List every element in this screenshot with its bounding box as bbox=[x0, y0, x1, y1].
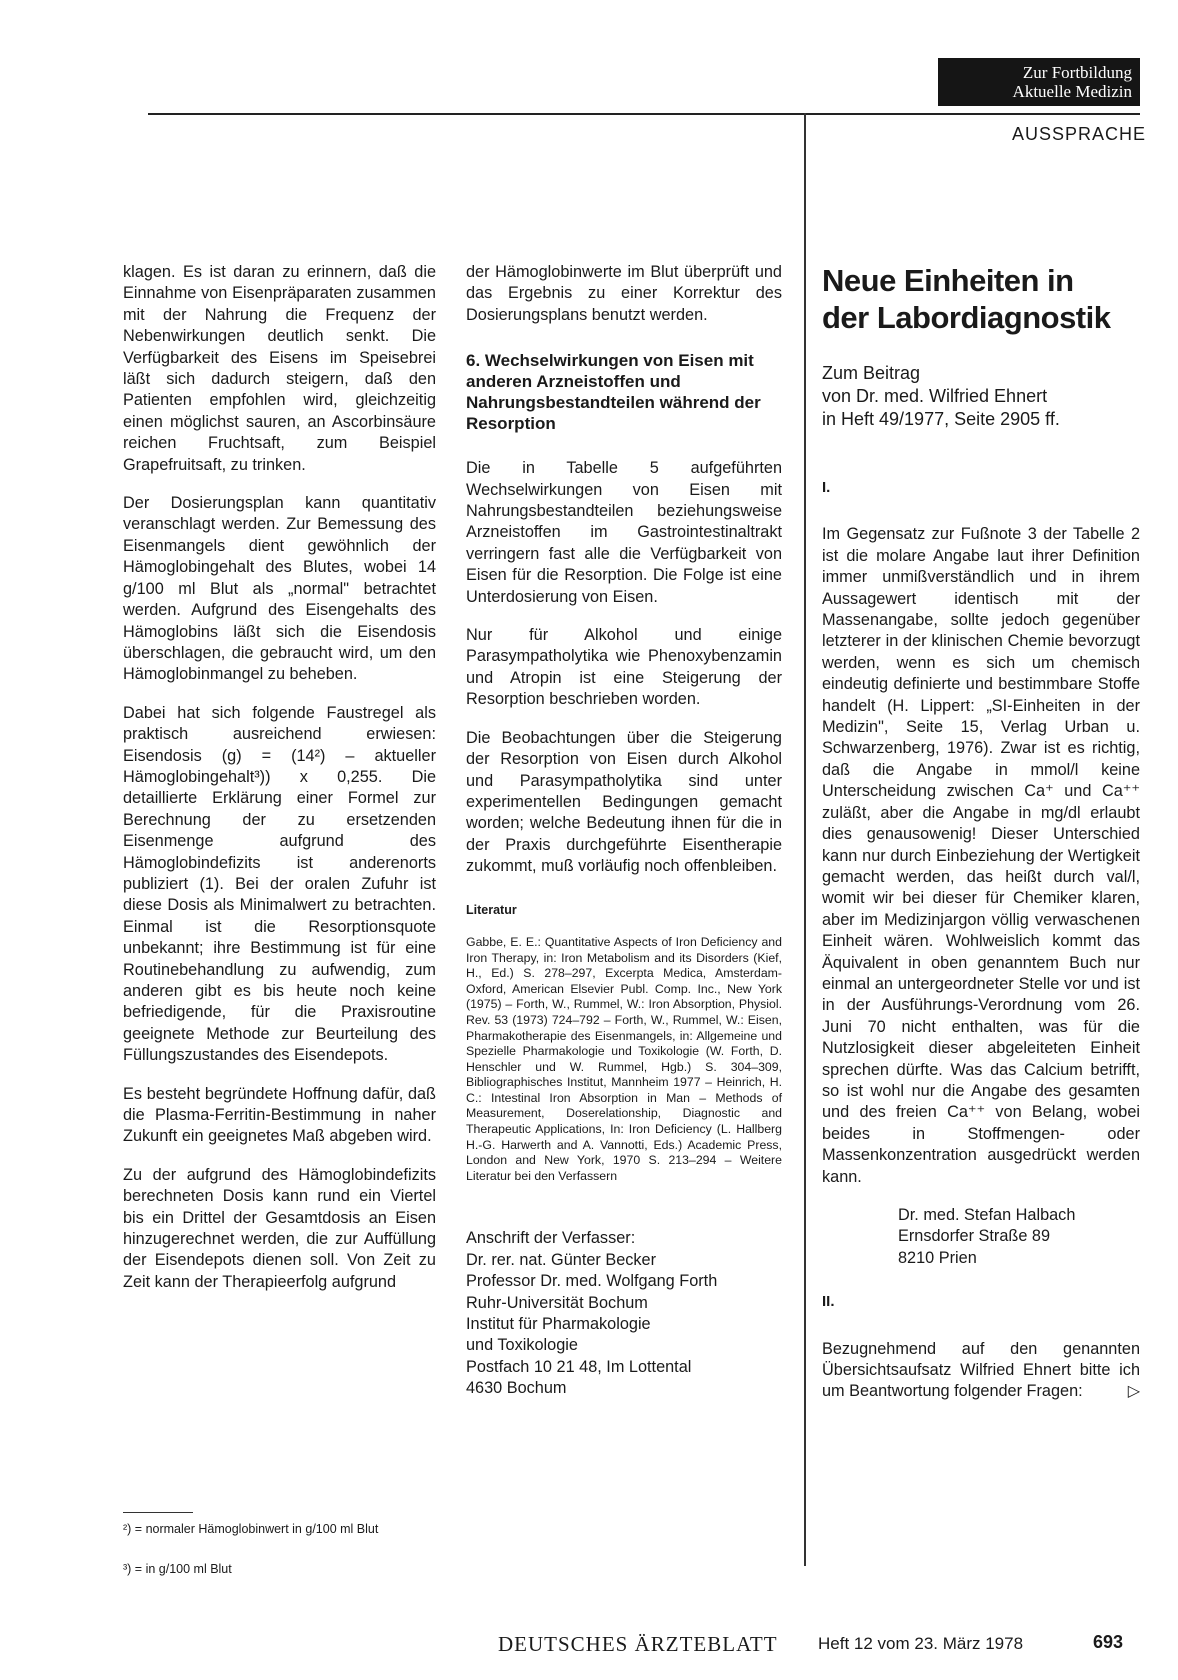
badge-line-1: Zur Fortbildung bbox=[1022, 63, 1132, 82]
paragraph: Dabei hat sich folgende Faustregel als praktisch ausreichend erwiesen: Eisendosis (g) = (14²) – aktueller Hämoglobingehalt³)) x 0,255. Die detaillierte Erklärung einer Formel zur Berechnung der zu ersetzenden Eisenmenge aufgrund des Hämoglobindefizits ist anderenorts publiziert (1). Bei der oralen Zufuhr ist diese Dosis als Minimalwert zu betrachten. Einmal ist die Resorptionsquote unbekannt; ihre Bestimmung ist für eine Routinebehandlung zu aufwendig, zum anderen gibt es bis heute noch keine befriedigende, für die Praxisroutine geeignete Methode zur Beurteilung des Füllungszustandes des Eisendepots. bbox=[123, 703, 436, 1065]
paragraph-text: Bezugnehmend auf den genannten Übersichtsaufsatz Wilfried Ehnert bitte ich um Beantwortung folgender Fragen: bbox=[822, 1339, 1140, 1401]
address-line: Institut für Pharmakologie bbox=[466, 1315, 651, 1334]
column-1 bbox=[123, 262, 436, 1310]
signature-line: 8210 Prien bbox=[898, 1248, 977, 1267]
footnote-rule bbox=[123, 1512, 193, 1513]
paragraph: Im Gegensatz zur Fußnote 3 der Tabelle 2 ist die molare Angabe laut ihrer Definition immer unmißverständlich und in ihrem Aussagewert identisch mit der Massenangabe, sollte jedoch gegenüber letzterer in der klinischen Chemie bevorzugt werden, wenn es sich um chemisch eindeutig definierte und bestimmbare Stoffe handelt (H. Lippert: „SI-Einheiten in der Medizin", Seite 15, Verlag Urban u. Schwarzenberg, 1976). Zwar ist es richtig, daß die Angabe in mmol/l keine Unterscheidung zwischen Ca⁺ und Ca⁺⁺ zuläßt, aber die Angabe in mg/dl erlaubt dies genausowenig! Dieser Unterschied kann nur durch Einbeziehung der Wertigkeit gemacht werden, das heißt durch val/l, womit wir bei dieser für Chemiker klaren, aber im Medizinjargon völlig verwaschenen Einheit wären. Wohlweislich kommt das Äquivalent in oben genanntem Buch nur einmal an untergeordneter Stelle vor und ist in der Ausführungs-Verordnung vom 26. Juni 70 nicht enthalten, was für die Nutzlosigkeit dieser abgeleiteten Einheit sprechen dürfte. Was das Calcium betrifft, so ist wohl nur die Angabe des gesamten und des freien Ca⁺⁺ von Belang, wobei beides in Stoffmengen- oder Massenkonzentration ausgedrückt werden kann. bbox=[822, 525, 1140, 1186]
column-3 bbox=[822, 262, 1140, 1403]
paragraph: der Hämoglobinwerte im Blut überprüft und das Ergebnis zu einer Korrektur des Dosierungsplans benutzt werden. bbox=[466, 263, 782, 324]
page-number: 693 bbox=[1093, 1632, 1124, 1652]
literature-list: Gabbe, E. E.: Quantitative Aspects of Iron Deficiency and Iron Therapy, in: Iron Metabolism and its Disorders (Kief, H., Ed.) S. 278–297, Excerpta Medica, Amsterdam-Oxford, American Elsevier Publ. Comp. Inc., New York (1975) – Forth, W., Rummel, W.: Iron Absorption, Physiol. Rev. 53 (1973) 724–792 – Forth, W., Rummel, W.: Eisen, Pharmakotherapie des Eisenmangels, in: Allgemeine und Spezielle Pharmakologie und Toxikologie (W. Forth, D. Henschler und W. Rummel, Hgb.) S. 304–309, Bibliographisches Institut, Mannheim 1977 – Heinrich, H. C.: Intestinal Iron Absorption in Man – Methods of Measurement, Doserelationship, Diagnostic and Therapeutic Applications, In: Iron Deficiency (L. Hallberg H.-G. Harwerth and A. Vannotti, Eds.) Academic Press, London and New York, 1970 S. 213–294 – Weitere Literatur bei den Verfassern bbox=[466, 934, 782, 1183]
continue-arrow-icon: ▷ bbox=[1127, 1383, 1140, 1401]
issue-info: Heft 12 vom 23. März 1978 bbox=[818, 1634, 1024, 1653]
article-title bbox=[822, 262, 1140, 336]
article-reference bbox=[822, 362, 1140, 431]
address-line: Professor Dr. med. Wolfgang Forth bbox=[466, 1272, 718, 1291]
paragraph: Die Beobachtungen über die Steigerung der Resorption von Eisen durch Alkohol und Parasympatholytika sind unter experimentellen Bedingungen gemacht worden; welche Bedeutung ihnen für die in der Praxis durchgeführte Eisentherapie zukommt, muß vorläufig noch offenbleiben. bbox=[466, 728, 782, 876]
address-line: Ruhr-Universität Bochum bbox=[466, 1293, 648, 1312]
section-number-2: II. bbox=[822, 1293, 835, 1311]
address-line: Anschrift der Verfasser: bbox=[466, 1229, 636, 1248]
paragraph: Nur für Alkohol und einige Parasympatholytika wie Phenoxybenzamin und Atropin ist eine Steigerung der Resorption beschrieben worden. bbox=[466, 626, 782, 709]
paragraph bbox=[822, 1339, 1140, 1403]
footnote-2: ²) = normaler Hämoglobinwert in g/100 ml Blut bbox=[123, 1522, 379, 1536]
paragraph: Zu der aufgrund des Hämoglobindefizits berechneten Dosis kann rund ein Viertel bis ein Drittel der Gesamtdosis an Eisen hinzugerechnet werden, die zur Auffüllung der Eisendepots dienen soll. Von Zeit zu Zeit kann der Therapieerfolg aufgrund bbox=[123, 1165, 436, 1291]
header-rule bbox=[148, 113, 1140, 115]
section-number-1: I. bbox=[822, 479, 831, 496]
reference-line: Zum Beitrag bbox=[822, 363, 921, 383]
paragraph: klagen. Es ist daran zu erinnern, daß die Einnahme von Eisenpräparaten zusammen mit der Nahrung die Frequenz der Nebenwirkungen deutlich senkt. Die Verfügbarkeit des Eisens im Speisebrei läßt sich dadurch steigern, daß den Patienten empfohlen wird, gleichzeitig einen möglichst sauren, an Ascorbinsäure reichen Fruchtsaft, zum Beispiel Grapefruitsaft, zu trinken. bbox=[123, 263, 436, 474]
address-line: und Toxikologie bbox=[466, 1336, 578, 1355]
reference-line: von Dr. med. Wilfried Ehnert bbox=[822, 386, 1048, 406]
address-line: Postfach 10 21 48, Im Lottental bbox=[466, 1357, 692, 1376]
footnote-3: ³) = in g/100 ml Blut bbox=[123, 1562, 232, 1576]
literature-heading: Literatur bbox=[466, 902, 517, 917]
column-divider bbox=[804, 113, 806, 1566]
section-heading: 6. Wechselwirkungen von Eisen mit anderen Arzneistoffen und Nahrungsbestandteilen während der Resorption bbox=[466, 351, 761, 434]
section-label: AUSSPRACHE bbox=[1012, 124, 1147, 144]
badge-line-2: Aktuelle Medizin bbox=[1012, 82, 1132, 101]
paragraph: Die in Tabelle 5 aufgeführten Wechselwirkungen von Eisen mit Nahrungsbestandteilen beziehungsweise Arzneistoffen im Gastrointestinaltrakt verringern fast alle die Verfügbarkeit von Eisen für die Resorption. Die Folge ist eine Unterdosierung von Eisen. bbox=[466, 459, 782, 606]
address-line: 4630 Bochum bbox=[466, 1379, 567, 1398]
title-line-1: Neue Einheiten in bbox=[822, 263, 1074, 298]
paragraph: Es besteht begründete Hoffnung dafür, daß die Plasma-Ferritin-Bestimmung in naher Zukunft ein geeignetes Maß abgeben wird. bbox=[123, 1084, 436, 1146]
letter-signature bbox=[898, 1205, 1140, 1269]
section-badge bbox=[938, 58, 1140, 106]
address-line: Dr. rer. nat. Günter Becker bbox=[466, 1250, 657, 1269]
signature-line: Ernsdorfer Straße 89 bbox=[898, 1227, 1051, 1246]
signature-line: Dr. med. Stefan Halbach bbox=[898, 1206, 1076, 1224]
author-address bbox=[466, 1228, 782, 1399]
title-line-2: der Labordiagnostik bbox=[822, 300, 1111, 335]
paragraph: Der Dosierungsplan kann quantitativ veranschlagt werden. Zur Bemessung des Eisenmangels dient gewöhnlich der Hämoglobingehalt des Blutes, wobei 14 g/100 ml Blut als „normal" betrachtet werden. Aufgrund des Eisengehalts des Hämoglobins läßt sich die Eisendosis überschlagen, die gebraucht wird, um den Hämoglobinmangel zu beheben. bbox=[123, 494, 436, 684]
reference-line: in Heft 49/1977, Seite 2905 ff. bbox=[822, 409, 1060, 429]
column-2 bbox=[466, 262, 782, 1400]
publication-name: DEUTSCHES ÄRZTEBLATT bbox=[498, 1632, 778, 1656]
